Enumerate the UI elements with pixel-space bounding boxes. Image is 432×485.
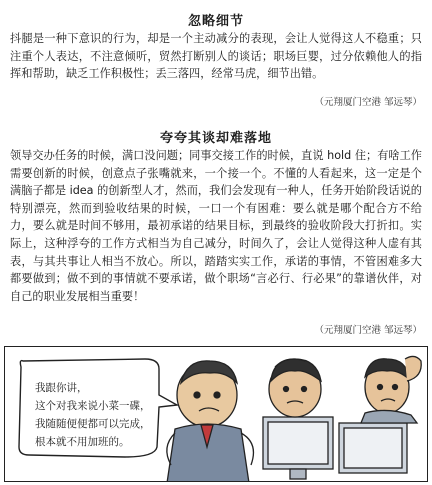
boasting-man: [167, 361, 254, 482]
byline-2: （元翔厦门空港 邹远琴）: [314, 325, 422, 336]
comic-illustration: [4, 346, 428, 482]
section-paragraph-1: 抖腿是一种下意识的行为，却是一个主动减分的表现，会让人觉得这人不稳重；只注重个人表达，不注意倾听，贸然打断别人的谈话；职场巨婴，过分依赖他人的指挥和帮助，缺乏工作积极性；丢三落四，经常马虎，细节出错。: [10, 32, 422, 81]
speech-text: [35, 379, 160, 451]
byline-1: （元翔厦门空港 邹远琴）: [314, 97, 422, 108]
monitor-right: [339, 423, 407, 473]
speech-bubble: [15, 357, 163, 457]
section-title-2: 夸夸其谈却难落地: [159, 131, 272, 146]
speech-line: 根本就不用加班的。: [35, 436, 130, 448]
frustrated-man: [361, 356, 421, 423]
section-title-1: 忽略细节: [187, 14, 244, 29]
section-paragraph-2: 领导交办任务的时候，满口没问题；同事交接工作的时候，直说 hold 住；有啥工作需要创新的时候，创意点子张嘴就来，一个接一个。不懂的人看起来，这一定是个满脑子都是 idea 的创新型人才，然而，我们会发现有一种人，任务开始阶段话说的特别漂亮，然而到验收结果的时候，一口一个有困难：要么就是哪个配合方不给力，要么就是时间不够用，最初承诺的结果目标，到最终的验收阶段大打折扣。实际上，这种浮夸的工作方式相当为自己减分，时间久了，会让人觉得这种人虚有其表，与其共事让人相当不放心。所以，踏踏实实工作，承诺的事情，不管困难多大都要做到；做不到的事情就不要承诺，做个职场“言必行、行必果”的靠谱伙伴，对自己的职业发展相当重要！: [10, 149, 422, 303]
speech-line: 我跟你讲，: [35, 382, 88, 394]
speech-line: 我随随便便都可以完成，: [35, 418, 151, 430]
worried-man: [269, 359, 321, 417]
speech-line: 这个对我来说小菜一碟，: [35, 400, 151, 412]
monitor-left: [263, 417, 333, 479]
